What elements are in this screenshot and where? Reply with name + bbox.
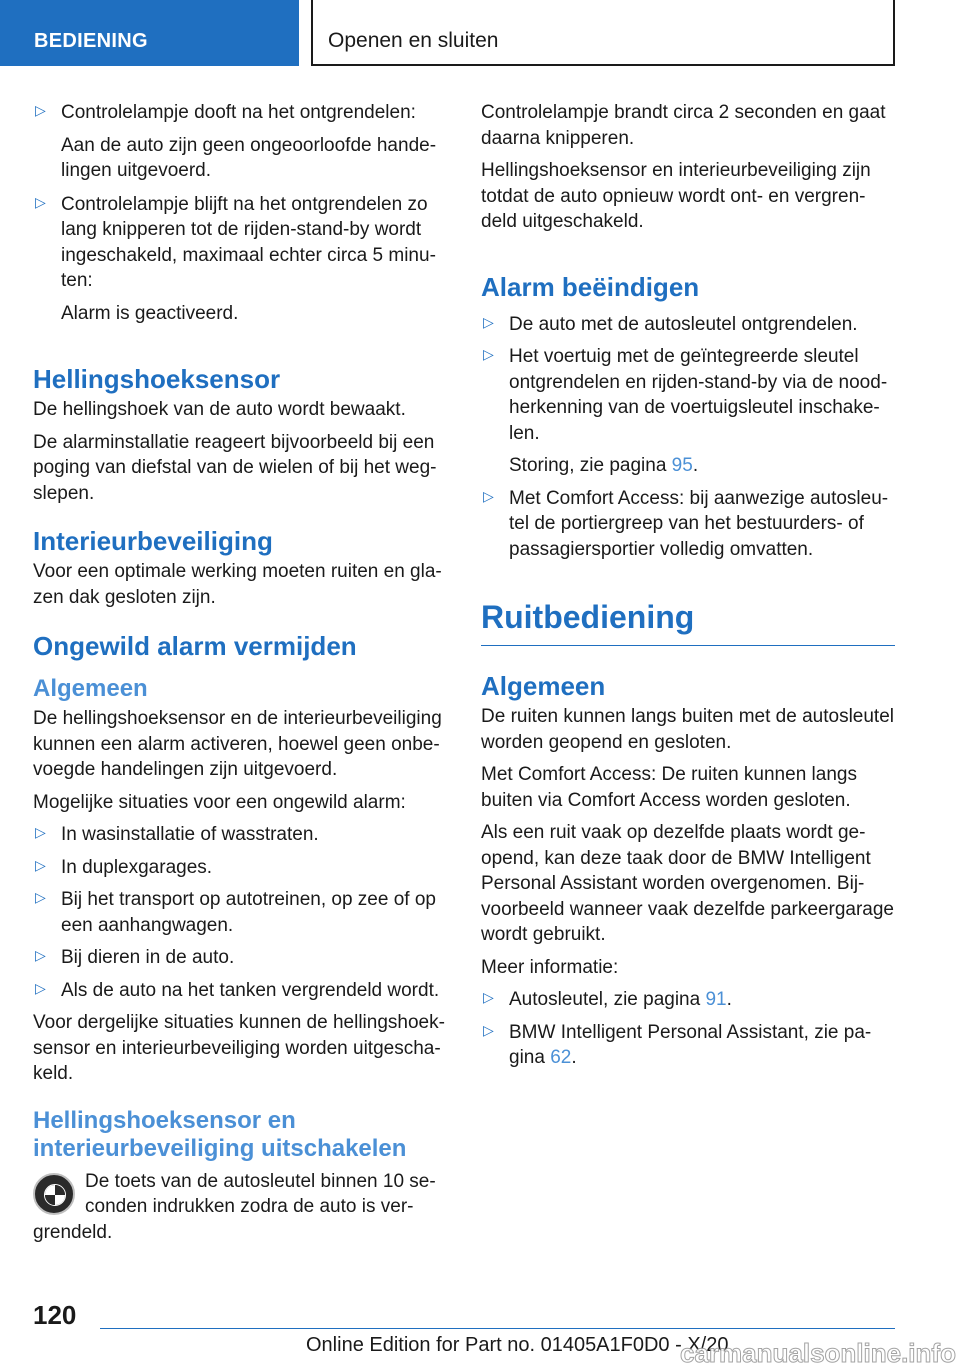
left-column <box>33 100 447 1252</box>
paragraph: De hellingshoek van de auto wordt bewaakt. <box>33 399 406 420</box>
list-item <box>481 1020 895 1071</box>
list-item-text: Als de auto na het tanken vergrendeld wordt. <box>61 979 440 1001</box>
paragraph: Hellingshoeksensor en interieurbeveiliging zijn totdat de auto opnieuw wordt ont- en vergrendeld uitgeschakeld. <box>481 160 871 232</box>
paragraph: Voor een optimale werking moeten ruiten en glazen dak gesloten zijn. <box>33 561 442 608</box>
list-item-text: Bij dieren in de auto. <box>61 947 235 968</box>
paragraph: De alarminstallatie reageert bijvoorbeeld bij een poging van diefstal van de wielen of bij het wegslepen. <box>33 431 437 504</box>
list-item-subtext: Aan de auto zijn geen ongeoorloofde handelingen uitgevoerd. <box>61 134 437 181</box>
paragraph: De ruiten kunnen langs buiten met de autosleutel worden geopend en gesloten. <box>481 706 894 753</box>
heading-end-alarm: Alarm beëindigen <box>481 271 700 302</box>
paragraph: Voor dergelijke situaties kunnen de hellingshoeksensor en interieurbeveiliging worden uitgeschakeld. <box>33 1012 445 1084</box>
heading-avoid-false-alarm: Ongewild alarm vermijden <box>33 631 357 661</box>
edition-text: Online Edition for Part no. 01405A1F0D0 - X/20 <box>306 1334 729 1356</box>
bullet-triangle-icon: ▷ <box>35 824 46 840</box>
list-item <box>33 100 447 184</box>
list-item <box>33 887 447 938</box>
subheading-window-general: Algemeen <box>481 671 606 701</box>
list-item-text: Bij het transport op autotreinen, op zee of op een aanhangwagen. <box>61 889 436 936</box>
footer-divider <box>100 1328 895 1329</box>
list-item <box>33 822 447 848</box>
list-item-text: Het voertuig met de geïntegreerde sleutel ontgrendelen en rijden-stand-by via de noodherkenning van de voertuigsleutel inschakelen. <box>509 346 888 444</box>
list-item-text: Controlelampje dooft na het ontgrendelen: <box>61 102 416 123</box>
bmw-logo-button-icon <box>33 1173 75 1215</box>
bullet-triangle-icon: ▷ <box>483 313 494 330</box>
ref-prefix: BMW Intelligent Personal Assistant, zie pagina <box>509 1021 872 1068</box>
chapter-tab: BEDIENING <box>0 0 299 66</box>
page-link-95[interactable]: 95 <box>671 455 693 476</box>
bullet-triangle-icon: ▷ <box>35 102 46 118</box>
list-item-subtext <box>509 453 895 479</box>
bullet-triangle-icon: ▷ <box>35 947 46 963</box>
paragraph: Mogelijke situaties voor een ongewild alarm: <box>33 791 406 813</box>
heading-interior-protection: Interieurbeveiliging <box>33 526 273 556</box>
list-item-text <box>509 987 895 1013</box>
ref-prefix: Storing, zie pagina <box>509 455 672 476</box>
watermark: carmanualsonline.info <box>680 1338 956 1368</box>
subheading-disable-sensors: Hellingshoeksensor en interieurbeveiliging uitschakelen <box>33 1106 407 1162</box>
bullet-triangle-icon: ▷ <box>483 1021 494 1038</box>
bullet-triangle-icon: ▷ <box>35 889 46 905</box>
bullet-triangle-icon: ▷ <box>483 487 494 504</box>
key-instruction <box>33 1169 447 1246</box>
paragraph: Meer informatie: <box>481 956 619 978</box>
paragraph: Als een ruit vaak op dezelfde plaats wordt geopend, kan deze taak door de BMW Intelligent Personal Assistant worden overgenomen. Bijvoorbeeld wanneer vaak dezelfde parkeergarage wordt gebruikt. <box>481 822 894 945</box>
page-link-91[interactable]: 91 <box>705 989 727 1010</box>
bullet-triangle-icon: ▷ <box>35 193 46 210</box>
list-item <box>481 486 895 563</box>
subheading-general: Algemeen <box>33 675 148 702</box>
bullet-triangle-icon: ▷ <box>35 979 46 996</box>
list-item-subtext: Alarm is geactiveerd. <box>61 302 239 324</box>
paragraph: Controlelampje brandt circa 2 seconden en gaat daarna knipperen. <box>481 102 886 149</box>
list-item <box>481 987 895 1013</box>
list-item <box>33 945 447 971</box>
list-item <box>481 344 895 479</box>
list-item <box>481 312 895 338</box>
list-item-text: In duplexgarages. <box>61 856 213 878</box>
list-item <box>33 192 447 327</box>
heading-tilt-sensor: Hellingshoeksensor <box>33 364 281 394</box>
list-item-text: In wasinstallatie of wasstraten. <box>61 824 319 845</box>
bullet-triangle-icon: ▷ <box>35 856 46 873</box>
section-title: Openen en sluiten <box>311 0 895 66</box>
paragraph: Met Comfort Access: De ruiten kunnen langs buiten via Comfort Access worden gesloten. <box>481 764 857 811</box>
right-column <box>481 100 895 1078</box>
list-item-text: De auto met de autosleutel ontgrendelen. <box>509 313 858 335</box>
list-item-text <box>509 1020 895 1071</box>
paragraph: De toets van de autosleutel binnen 10 seconden indrukken zodra de auto is vergrendeld. <box>33 1170 436 1243</box>
ref-prefix: Autosleutel, zie pagina <box>509 989 706 1010</box>
bullet-triangle-icon: ▷ <box>483 346 494 362</box>
ref-suffix: . <box>571 1047 577 1068</box>
paragraph: De hellingshoeksensor en de interieurbeveiliging kunnen een alarm activeren, hoewel geen onbevoegde handelingen zijn uitgevoerd. <box>33 708 442 780</box>
page-number: 120 <box>33 1300 77 1330</box>
bullet-triangle-icon: ▷ <box>483 989 494 1005</box>
list-item <box>33 978 447 1004</box>
page-link-62[interactable]: 62 <box>550 1047 572 1068</box>
list-item-text: Controlelampje blijft na het ontgrendelen zo lang knipperen tot de rijden-stand-by wordt ingeschakeld, maximaal echter circa 5 minuten: <box>61 193 436 291</box>
list-item <box>33 855 447 881</box>
heading-window-operation: Ruitbediening <box>481 597 895 646</box>
ref-suffix: . <box>726 989 732 1010</box>
list-item-text: Met Comfort Access: bij aanwezige autosleutel de portiergreep van het bestuurders- of passagiersportier volledig omvatten. <box>509 487 889 560</box>
ref-suffix: . <box>692 455 699 476</box>
